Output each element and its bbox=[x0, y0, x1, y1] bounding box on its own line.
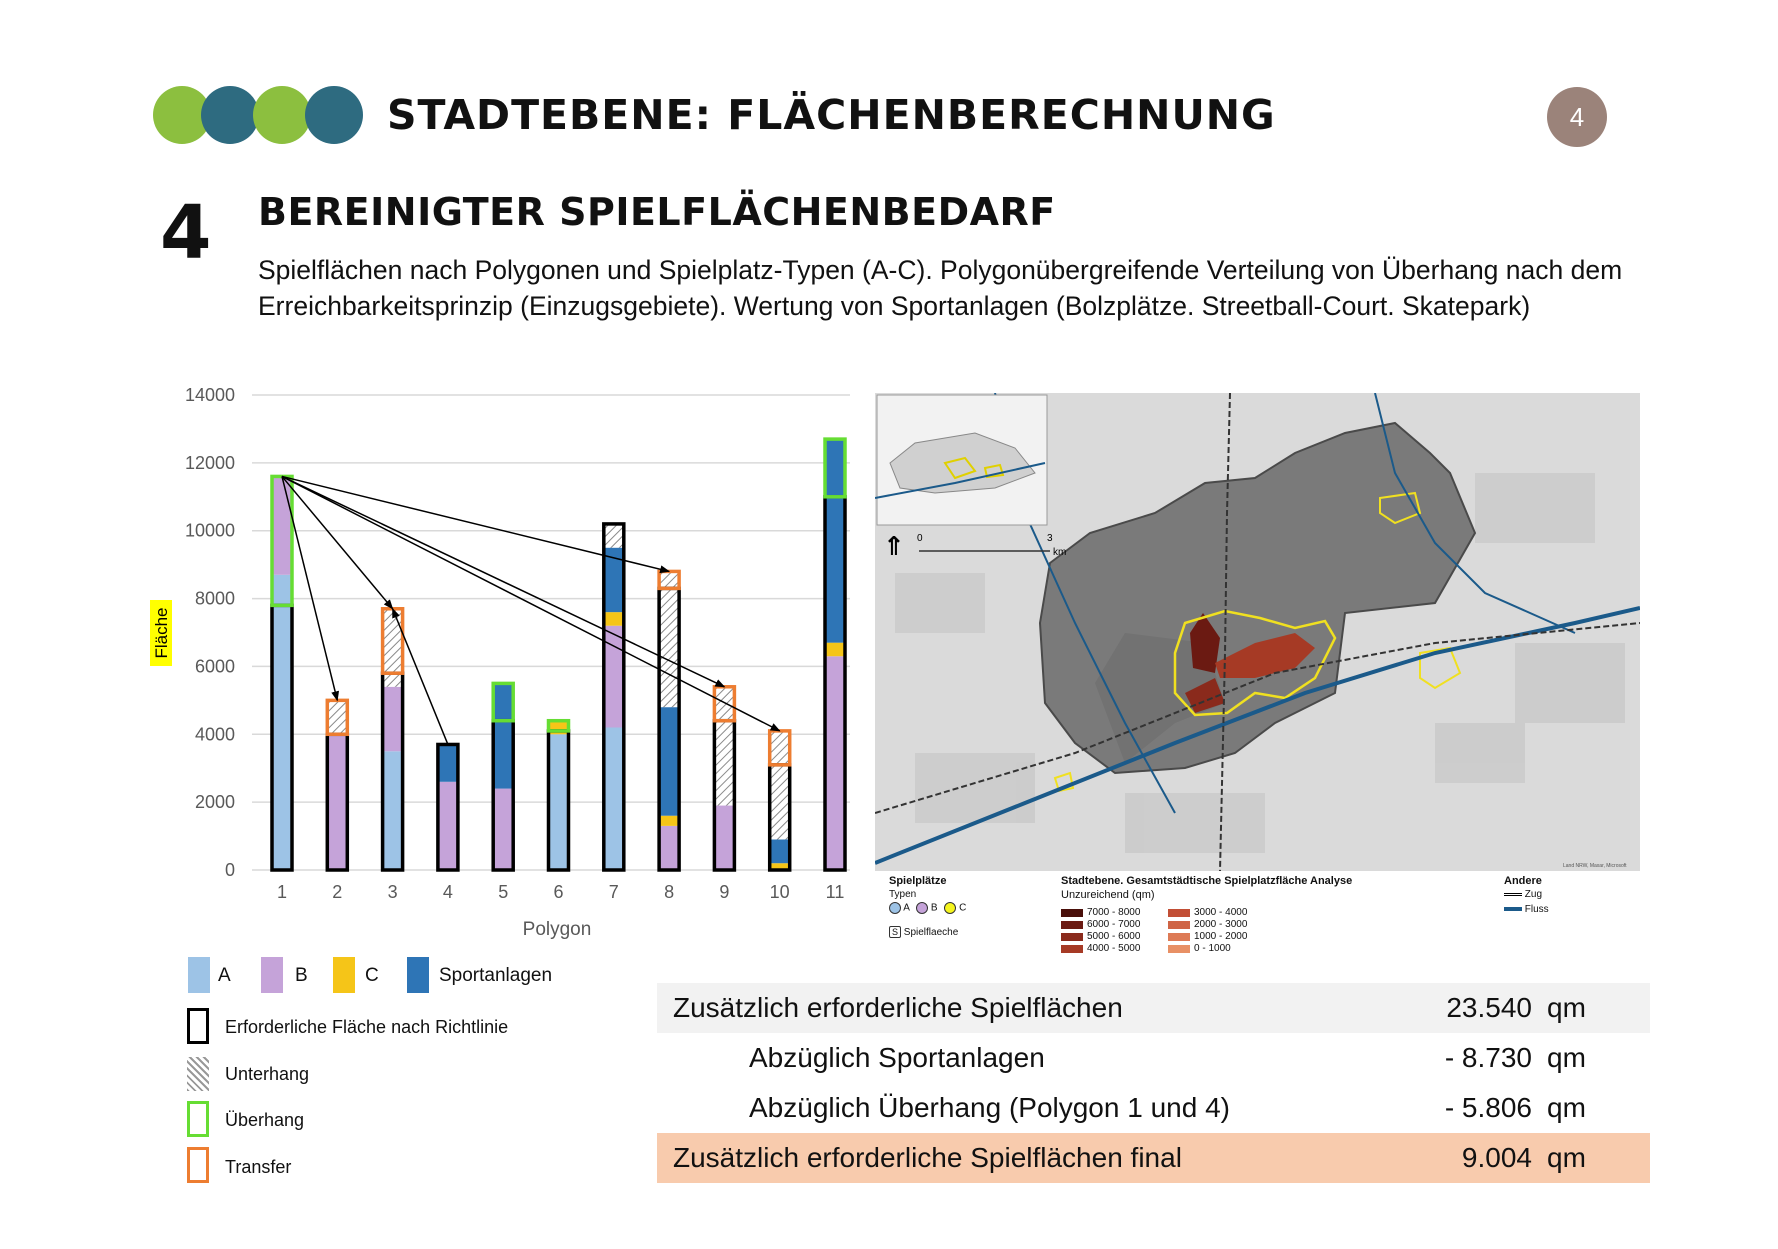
bar-segment-sportanlagen bbox=[659, 707, 679, 816]
bar-segment-c bbox=[604, 612, 624, 626]
y-axis-label: Fläche bbox=[152, 607, 171, 659]
x-tick-label: 4 bbox=[442, 882, 453, 902]
x-tick-label: 8 bbox=[664, 882, 675, 902]
legend-swatch-ueberhang bbox=[187, 1101, 209, 1137]
deficit-class-label: 3000 - 4000 bbox=[1194, 907, 1248, 918]
summary-unit: qm bbox=[1547, 1042, 1586, 1073]
y-tick-label: 4000 bbox=[194, 724, 235, 745]
y-tick-label: 2000 bbox=[194, 792, 235, 813]
logo-dots bbox=[151, 84, 366, 146]
type-c-swatch bbox=[944, 902, 956, 914]
legend-swatch-b bbox=[261, 957, 283, 993]
legend-label-a: A bbox=[218, 965, 231, 986]
y-tick-label: 14000 bbox=[184, 385, 235, 405]
bar-segment-sportanlagen bbox=[770, 839, 790, 863]
river-line-icon bbox=[1504, 907, 1522, 911]
summary-value: 23.540 bbox=[1446, 992, 1532, 1023]
x-axis-label: Polygon bbox=[522, 919, 592, 940]
deficit-class-label: 0 - 1000 bbox=[1194, 943, 1231, 954]
bar-segment-a bbox=[383, 751, 403, 870]
legend-swatch-a bbox=[188, 957, 210, 993]
legend-label-ueberhang: Überhang bbox=[225, 1110, 305, 1130]
legend-spielflaeche bbox=[889, 926, 958, 938]
deficit-class-label: 2000 - 3000 bbox=[1194, 919, 1248, 930]
bar-segment-b bbox=[825, 656, 845, 870]
x-tick-label: 11 bbox=[825, 882, 845, 902]
map-attribution: Land NRW, Maxar, Microsoft bbox=[1563, 863, 1627, 869]
type-c-label: C bbox=[959, 902, 967, 914]
summary-value: 9.004 bbox=[1461, 1142, 1532, 1173]
summary-unit: qm bbox=[1547, 1142, 1586, 1173]
section-title: BEREINIGTER SPIELFLÄCHENBEDARF bbox=[258, 190, 1056, 234]
logo-dot bbox=[201, 86, 259, 144]
deficit-class-swatch bbox=[1168, 909, 1190, 917]
type-b-swatch bbox=[916, 902, 928, 914]
y-tick-label: 8000 bbox=[194, 588, 235, 609]
summary-value: - 5.806 bbox=[1444, 1092, 1532, 1123]
x-tick-label: 10 bbox=[769, 882, 790, 902]
bar-segment-c bbox=[825, 643, 845, 657]
x-tick-label: 9 bbox=[719, 882, 730, 902]
transfer-hatch bbox=[383, 609, 403, 673]
deficit-class-swatch bbox=[1061, 909, 1083, 917]
y-tick-label: 0 bbox=[224, 860, 235, 880]
y-tick-label: 12000 bbox=[184, 452, 235, 473]
summary-label: Zusätzlich erforderliche Spielflächen final bbox=[673, 1142, 1182, 1173]
summary-row-ueberhang bbox=[657, 1083, 1650, 1133]
x-tick-label: 2 bbox=[332, 882, 343, 902]
summary-row-final bbox=[657, 1133, 1650, 1183]
legend-insufficient-label: Unzureichend (qm) bbox=[1061, 889, 1155, 901]
scale-end-label: 3 bbox=[1047, 533, 1053, 544]
y-tick-label: 10000 bbox=[184, 520, 235, 541]
legend-swatch-erforderliche bbox=[187, 1008, 209, 1044]
logo-dot bbox=[253, 86, 311, 144]
unterhang-hatch bbox=[604, 524, 624, 548]
x-tick-label: 3 bbox=[387, 882, 398, 902]
bar-segment-b bbox=[383, 687, 403, 751]
legend-label-c: C bbox=[365, 965, 379, 986]
bar-segment-a bbox=[549, 734, 569, 870]
legend-label-sportanlagen: Sportanlagen bbox=[439, 965, 553, 986]
deficit-class-swatch bbox=[1061, 933, 1083, 941]
legend-types-label: Typen bbox=[889, 889, 917, 900]
legend-swatch-transfer bbox=[187, 1147, 209, 1183]
deficit-class-label: 1000 - 2000 bbox=[1194, 931, 1248, 942]
logo-dot bbox=[305, 86, 363, 144]
legend-label-unterhang: Unterhang bbox=[225, 1064, 310, 1084]
summary-row-sportanlagen bbox=[657, 1033, 1650, 1083]
summary-label: Abzüglich Überhang (Polygon 1 und 4) bbox=[749, 1092, 1230, 1123]
deficit-class-swatch bbox=[1061, 945, 1083, 953]
train-label: Zug bbox=[1524, 889, 1543, 900]
bar-segment-sportanlagen bbox=[825, 439, 845, 643]
transfer-hatch bbox=[659, 571, 679, 588]
summary-unit: qm bbox=[1547, 992, 1586, 1023]
bar-segment-b bbox=[272, 476, 292, 574]
x-tick-label: 5 bbox=[498, 882, 509, 902]
legend-types-row bbox=[889, 902, 966, 914]
deficit-class-swatch bbox=[1168, 945, 1190, 953]
type-a-label: A bbox=[903, 902, 910, 914]
chart-legend bbox=[185, 955, 625, 1195]
train-line-icon bbox=[1504, 893, 1522, 896]
unterhang-hatch bbox=[659, 588, 679, 707]
bar-segment-b bbox=[438, 782, 458, 870]
spielflaeche-label: Spielflaeche bbox=[903, 927, 959, 938]
bar-segment-b bbox=[604, 626, 624, 728]
legend-swatch-sportanlagen bbox=[407, 957, 429, 993]
summary-table bbox=[657, 983, 1650, 1183]
legend-train bbox=[1504, 889, 1542, 900]
page-title: STADTEBENE: FLÄCHENBERECHNUNG bbox=[387, 91, 1276, 139]
legend-swatch-unterhang bbox=[187, 1057, 209, 1091]
transfer-arrow bbox=[282, 476, 780, 730]
unterhang-hatch bbox=[770, 765, 790, 840]
legend-analysis-title: Stadtebene. Gesamtstädtische Spielplatzfläche Analyse bbox=[1061, 875, 1353, 887]
deficit-class-swatch bbox=[1168, 933, 1190, 941]
type-b-label: B bbox=[930, 902, 938, 914]
deficit-class-label: 6000 - 7000 bbox=[1087, 919, 1141, 930]
section-number: 4 bbox=[160, 190, 212, 276]
x-tick-label: 1 bbox=[276, 882, 288, 902]
summary-label: Zusätzlich erforderliche Spielflächen bbox=[673, 992, 1123, 1023]
deficit-class-swatch bbox=[1061, 921, 1083, 929]
y-tick-label: 6000 bbox=[194, 656, 235, 677]
legend-label-b: B bbox=[295, 965, 308, 986]
bar-segment-a bbox=[272, 575, 292, 870]
legend-other-title: Andere bbox=[1504, 875, 1542, 887]
page-number-badge: 4 bbox=[1547, 87, 1607, 147]
transfer-hatch bbox=[327, 700, 347, 734]
north-arrow-icon: ⇑ bbox=[883, 531, 905, 561]
summary-value: - 8.730 bbox=[1444, 1042, 1532, 1073]
bar-segment-b bbox=[493, 789, 513, 870]
deficit-class-swatch bbox=[1168, 921, 1190, 929]
legend-label-transfer: Transfer bbox=[225, 1157, 292, 1177]
bar-segment-sportanlagen bbox=[493, 683, 513, 788]
scale-unit-label: km bbox=[1053, 547, 1067, 558]
river-label: Fluss bbox=[1524, 904, 1549, 915]
deficit-class-label: 5000 - 6000 bbox=[1087, 931, 1141, 942]
map-legend bbox=[886, 872, 1636, 964]
deficit-class-label: 4000 - 5000 bbox=[1087, 943, 1141, 954]
bar-segment-a bbox=[604, 728, 624, 871]
city-map bbox=[875, 393, 1640, 871]
legend-swatch-c bbox=[333, 957, 355, 993]
x-tick-label: 6 bbox=[553, 882, 564, 902]
bar-segment-b bbox=[659, 826, 679, 870]
deficit-class-label: 7000 - 8000 bbox=[1087, 907, 1141, 918]
unterhang-hatch bbox=[714, 721, 734, 806]
city-map-drawing bbox=[875, 393, 1640, 871]
section-description: Spielflächen nach Polygonen und Spielplatz-Typen (A-C). Polygonübergreifende Verteilung von Überhang nach dem Erreichbarkeitsprinzip (Einzugsgebiete). Wertung von Sportanlagen (Bolzplätze. Streetball-Court. Skatepark) bbox=[258, 255, 1623, 321]
type-a-swatch bbox=[889, 902, 901, 914]
x-tick-label: 7 bbox=[608, 882, 619, 902]
summary-label: Abzüglich Sportanlagen bbox=[749, 1042, 1045, 1073]
spielflaeche-symbol-icon: S bbox=[889, 926, 901, 938]
scale-start-label: 0 bbox=[917, 533, 923, 544]
summary-unit: qm bbox=[1547, 1092, 1586, 1123]
bar-segment-c bbox=[659, 816, 679, 826]
legend-playgrounds-title: Spielplätze bbox=[889, 875, 947, 887]
unterhang-hatch bbox=[383, 673, 403, 687]
legend-river bbox=[1504, 904, 1549, 915]
bar-segment-b bbox=[327, 717, 347, 870]
legend-label-erforderliche: Erforderliche Fläche nach Richtlinie bbox=[225, 1017, 509, 1037]
summary-row-total bbox=[657, 983, 1650, 1033]
transfer-hatch bbox=[714, 687, 734, 721]
transfer-hatch bbox=[770, 731, 790, 765]
bar-segment-b bbox=[714, 806, 734, 870]
stacked-bar-chart bbox=[150, 380, 850, 950]
bar-segment-sportanlagen bbox=[438, 744, 458, 781]
